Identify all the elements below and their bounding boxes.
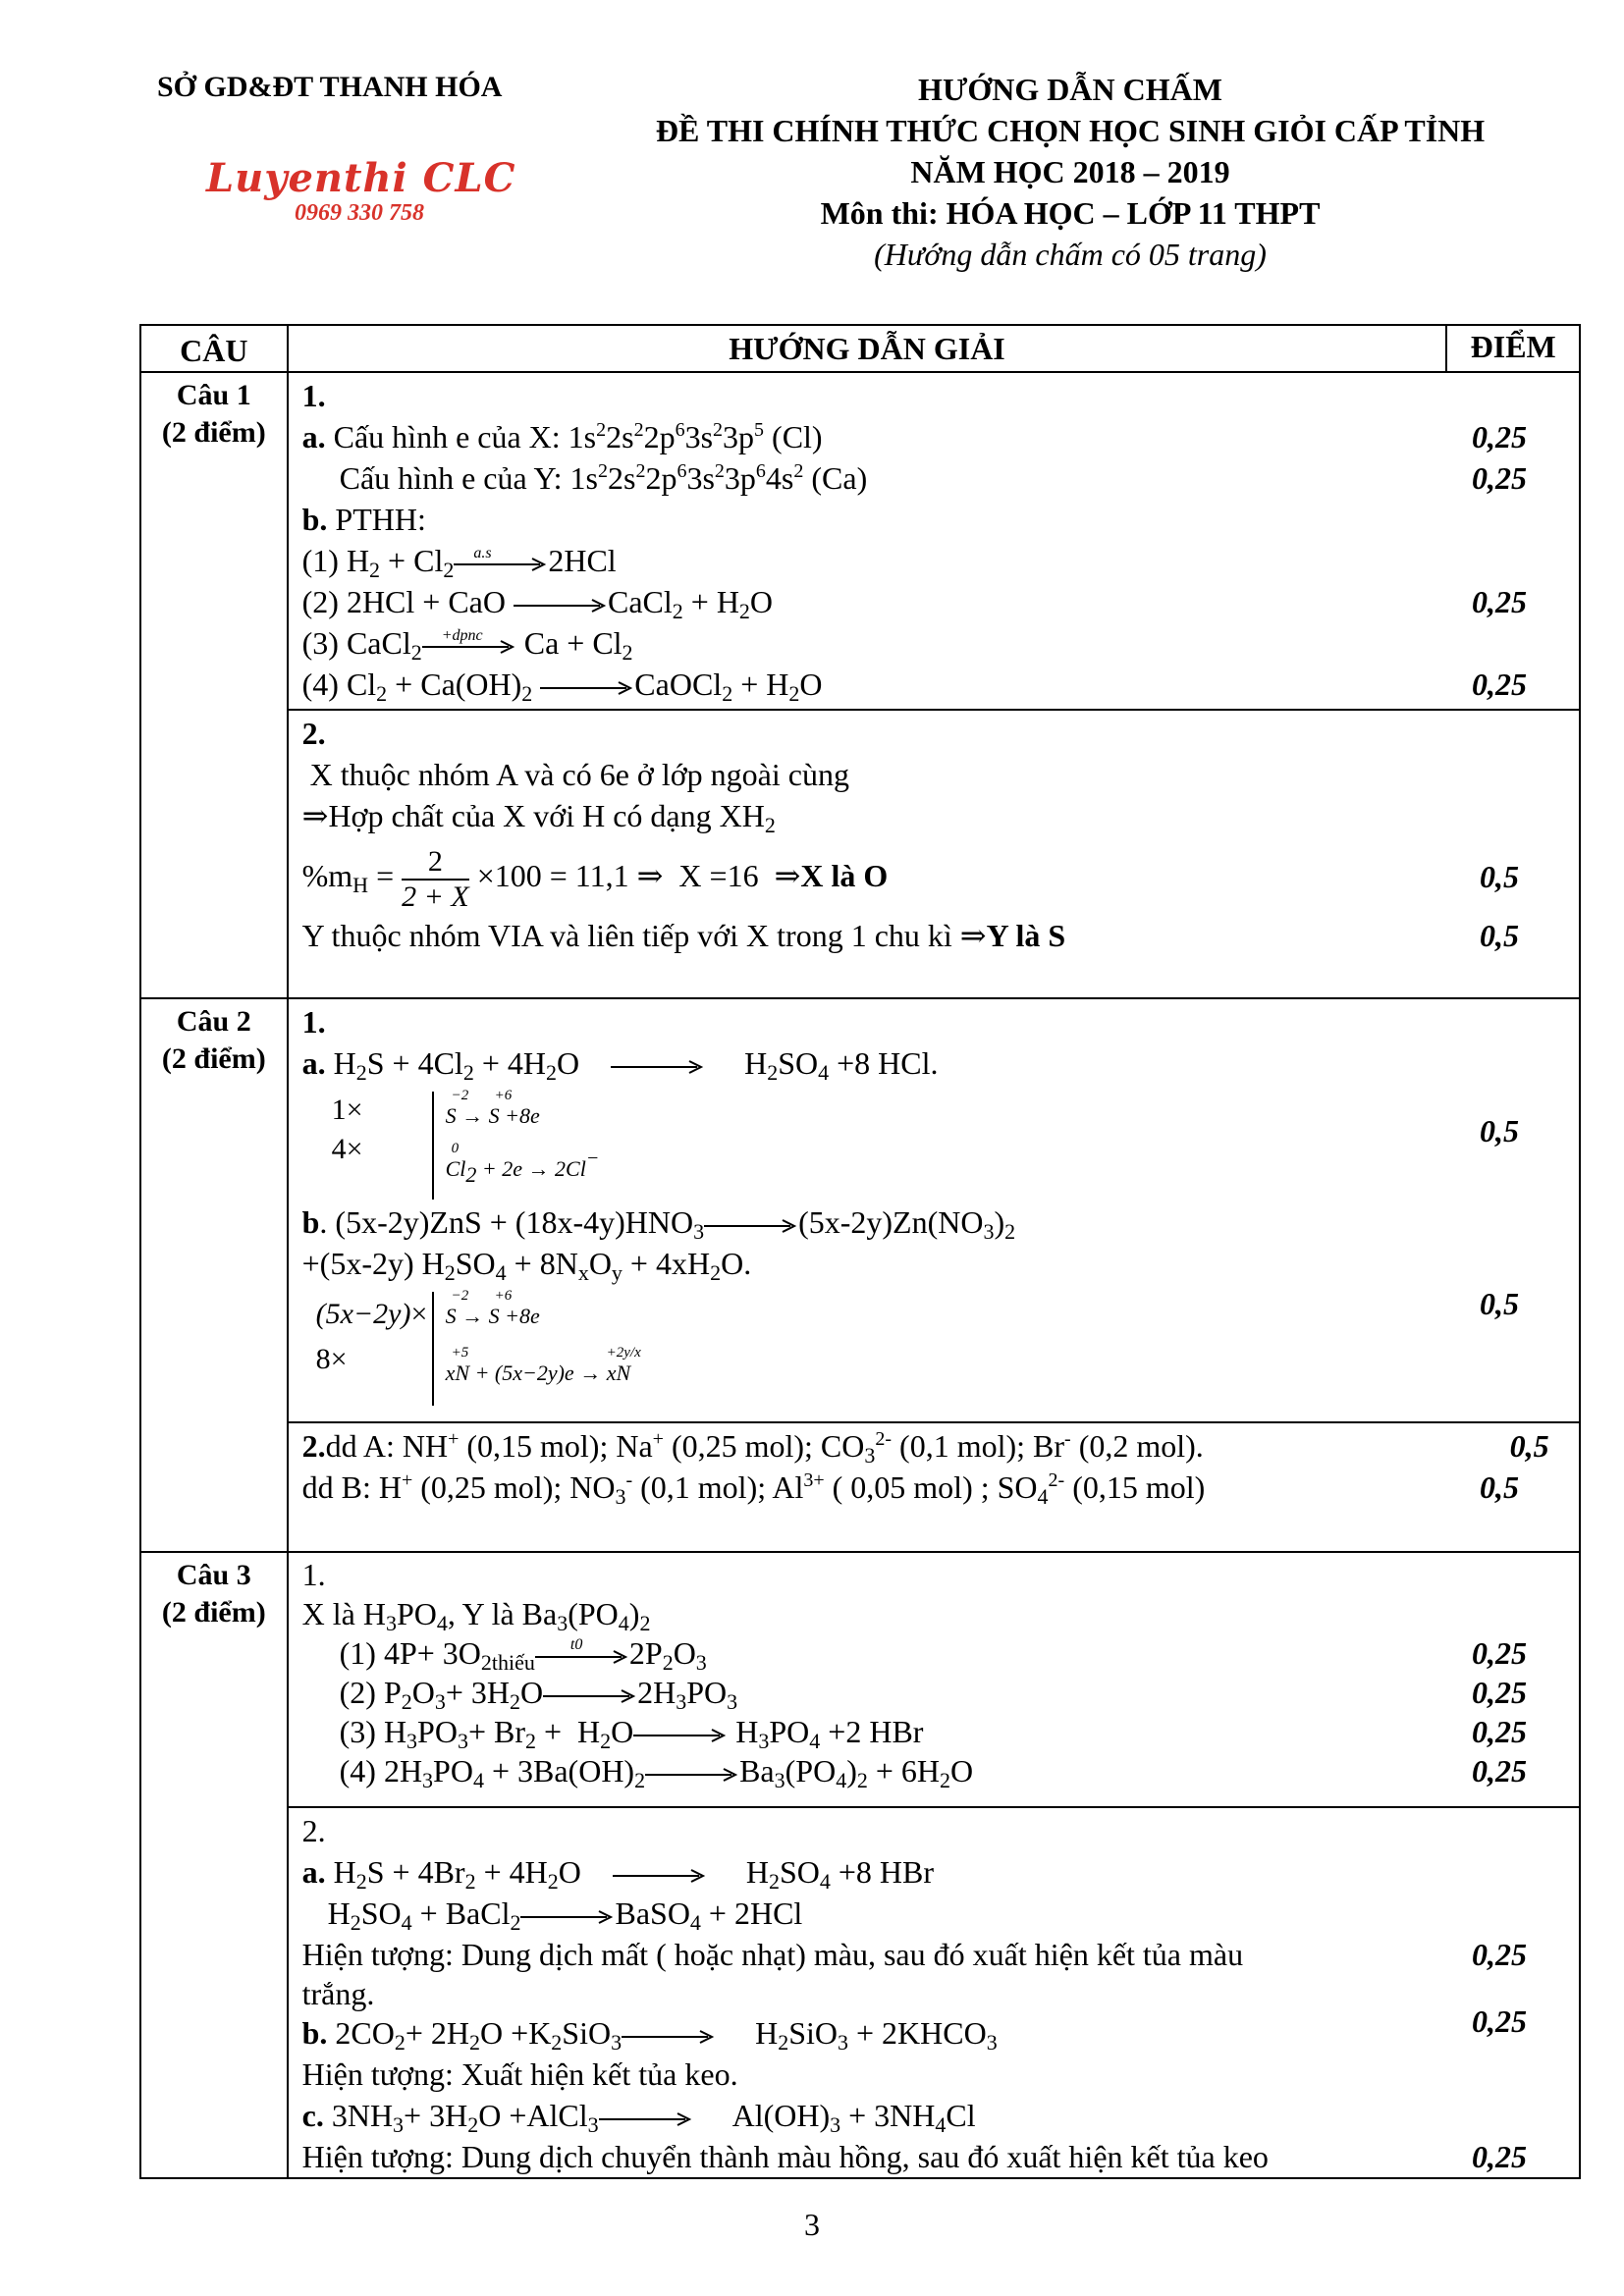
- answer-text: Cấu hình e của Y: 1s: [339, 460, 598, 496]
- phenomenon-text: Hiện tượng: Dung dịch chuyển thành màu hồng, sau đó xuất hiện kết tủa keo: [301, 2139, 1269, 2174]
- question-label: Câu 2: [176, 1005, 251, 1038]
- answer-text: X là H: [301, 1596, 386, 1631]
- score: 0,5: [1480, 1286, 1519, 1321]
- score: 0,25: [1472, 1714, 1527, 1749]
- answer-text: +(5x-2y) H: [301, 1246, 445, 1281]
- score: 0,5: [1509, 1428, 1549, 1464]
- col-header-huong-dan: HƯỚNG DẪN GIẢI: [288, 325, 1447, 372]
- part-number: 2.: [301, 716, 326, 751]
- phenomenon-text: Hiện tượng: Xuất hiện kết tủa keo.: [301, 2056, 738, 2092]
- question-label: Câu 1: [176, 379, 251, 411]
- answer-text: PTHH:: [327, 502, 426, 537]
- item-label: a.: [301, 419, 326, 454]
- score: 0,25: [1472, 2139, 1527, 2174]
- question-points: (2 điểm): [161, 1596, 266, 1629]
- answer-text: dd A: NH: [325, 1428, 449, 1464]
- score: 0,25: [1472, 584, 1527, 619]
- score: 0,25: [1472, 460, 1527, 496]
- department-name: SỞ GD&ĐT THANH HÓA: [157, 71, 503, 103]
- answer-text: dd B: H: [301, 1469, 402, 1505]
- table-row: [140, 1807, 1580, 2178]
- answer-cell: 1. a. $H_2S + 4Cl_2 + 4H_2O$ $H_2SO_4 +8$ HCl. 1× 4× −2 +6 S → S +8e 0 $Cl_2 + 2e \to 2Cl^-$ 0,5 b. $(5x-2y)ZnS + (18x-4y)HNO_3$ $(5x-2y)Zn(NO_3)_2$ +(5x-2y) $H_2SO_4 + 8N_xO_y + 4xH_2O$. (5x−2y)× 8× −2 +6 S → S +8e +5 +2y/x xN + (5x−2y)e → xN 0,5: [288, 998, 1580, 1422]
- answer-table: [139, 324, 1581, 2179]
- answer-text: Hợp chất của X với H có dạng XH: [328, 798, 765, 833]
- redox-balance: (5x−2y)× 8× −2 +6 S → S +8e +5 +2y/x xN + (5x−2y)e → xN 0,5: [302, 1284, 1565, 1410]
- phenomenon-text: trắng.: [301, 1976, 375, 2011]
- score: 0,5: [1480, 859, 1519, 894]
- answer-text: Cấu hình e của X: 1s: [325, 419, 597, 454]
- score: 0,25: [1472, 1753, 1527, 1789]
- question-cell: [140, 998, 288, 1552]
- score: 0,25: [1472, 667, 1527, 702]
- page-count-note: (Hướng dẫn chấm có 05 trang): [874, 237, 1267, 272]
- score: 0,25: [1472, 2003, 1527, 2039]
- doc-title: HƯỚNG DẪN CHẤM: [918, 72, 1222, 107]
- score: 0,25: [1472, 1635, 1527, 1671]
- score: 0,25: [1472, 1675, 1527, 1710]
- exam-title: ĐỀ THI CHÍNH THỨC CHỌN HỌC SINH GIỎI CẤP TỈNH: [655, 113, 1486, 148]
- logo-text: Luyenthi CLC: [206, 155, 516, 201]
- item-label: b.: [301, 502, 328, 537]
- brand-logo: [206, 157, 530, 226]
- question-cell: [140, 1552, 288, 2178]
- redox-balance: 1× 4× −2 +6 S → S +8e 0 $Cl_2 + 2e \to 2Cl^-$ 0,5: [302, 1084, 1565, 1201]
- col-header-diem: ĐIỂM: [1446, 325, 1580, 372]
- question-label: Câu 3: [176, 1559, 251, 1591]
- part-number: 2.: [301, 1813, 326, 1848]
- school-year: NĂM HỌC 2018 – 2019: [910, 154, 1230, 189]
- col-header-cau: CÂU: [140, 325, 288, 372]
- answer-text: X thuộc nhóm A và có 6e ở lớp ngoài cùng: [309, 757, 849, 792]
- page-number: 3: [804, 2207, 820, 2242]
- question-points: (2 điểm): [161, 416, 266, 449]
- part-number: 1.: [301, 378, 326, 413]
- part-number: 1.: [301, 1004, 326, 1040]
- score: 0,5: [1480, 1113, 1519, 1148]
- logo-phone: 0969 330 758: [295, 200, 424, 226]
- answer-text: Y thuộc nhóm VIA và liên tiếp với X trong 1 chu kì: [301, 918, 960, 953]
- answer-cell: 2. X thuộc nhóm A và có 6e ở lớp ngoài cùng ⇒Hợp chất của X với H có dạng $XH_2$ $\%m_H$ = $\frac{2}{2 + X}$ ×100 = 11,1 ⇒ X =16 ⇒X là O 0,5 Y thuộc nhóm VIA và liên tiếp với X trong 1 chu kì ⇒Y là S 0,5: [288, 710, 1580, 998]
- score: 0,25: [1472, 1937, 1527, 1972]
- table-row: [140, 1422, 1580, 1552]
- answer-cell: 2. a. $H_2S + 4Br_2 + 4H_2O$ $H_2SO_4 +8$ HBr $H_2SO_4$ + BaCl$_2$ BaSO$_4$ + 2HCl Hiện tượng: Dung dịch mất ( hoặc nhạt) màu, sau đó xuất hiện kết tủa màu 0,25 trắng. b. $2CO_2+ 2H_2O +K_2SiO_3$ $H_2SiO_3$ + $2KHCO_3$ 0,25 Hiện tượng: Xuất hiện kết tủa keo. c. $3NH_3+ 3H_2O$ +AlCl$_3$ $Al(OH)_3 + 3NH_4Cl$ Hiện tượng: Dung dịch chuyển thành màu hồng, sau đó xuất hiện kết tủa keo 0,25: [288, 1807, 1580, 2178]
- score: 0,5: [1480, 918, 1519, 953]
- table-row: [140, 1552, 1580, 1807]
- result-text: Y là S: [986, 918, 1066, 953]
- subject-line: Môn thi: HÓA HỌC – LỚP 11 THPT: [820, 195, 1321, 231]
- answer-cell: 2.dd A: NH+ (0,15 mol); Na+ (0,25 mol); $CO_3^{2-}$ (0,1 mol); Br- (0,2 mol). 0,5 dd B: H+ (0,25 mol); $NO_3^-$ (0,1 mol); $Al^{3+}$ ( 0,05 mol) ; $SO_4^{2-}$ (0,15 mol) 0,5: [288, 1422, 1580, 1552]
- part-number: 1.: [301, 1557, 326, 1592]
- table-row: [140, 998, 1580, 1422]
- answer-cell: 1. X là $H_3PO_4$, Y là $Ba_3(PO_4)_2$ (1) $4P+ 3O_{2thiếu}$ t0 $2P_2O_3$ 0,25 (2) $P_2O_3+ 3H_2O$ $2H_3PO_3$ 0,25 (3) $H_3PO_3+ Br_2 + H_2O$ $H_3PO_4 +2$ HBr 0,25 (4) $2H_3PO_4 + 3Ba(OH)_2$ $Ba_3(PO_4)_2 + 6H_2O$ 0,25: [288, 1552, 1580, 1807]
- question-cell: [140, 372, 288, 998]
- score: 0,5: [1480, 1469, 1519, 1505]
- result-text: X là O: [800, 858, 889, 893]
- table-row: [140, 372, 1580, 710]
- table-header-row: [140, 325, 1580, 372]
- table-row: [140, 710, 1580, 998]
- question-points: (2 điểm): [161, 1042, 266, 1075]
- phenomenon-text: Hiện tượng: Dung dịch mất ( hoặc nhạt) màu, sau đó xuất hiện kết tủa màu: [301, 1937, 1244, 1972]
- answer-cell: 1. a. Cấu hình e của X: $1s^22s^22p^63s^23p^5$ (Cl) 0,25 Cấu hình e của Y: $1s^22s^22p^63s^23p^64s^2$ (Ca) 0,25 b. PTHH: (1) $H_2 + Cl_2$ a.s 2HCl (2) 2HCl + CaO CaCl$_2$ + $H_2O$ 0,25 (3) CaCl$_2$ +dpnc $Ca + Cl_2$ (4) $Cl_2 + Ca(OH)_2$ CaOCl$_2$ + $H_2O$ 0,25: [288, 372, 1580, 710]
- score: 0,25: [1472, 419, 1527, 454]
